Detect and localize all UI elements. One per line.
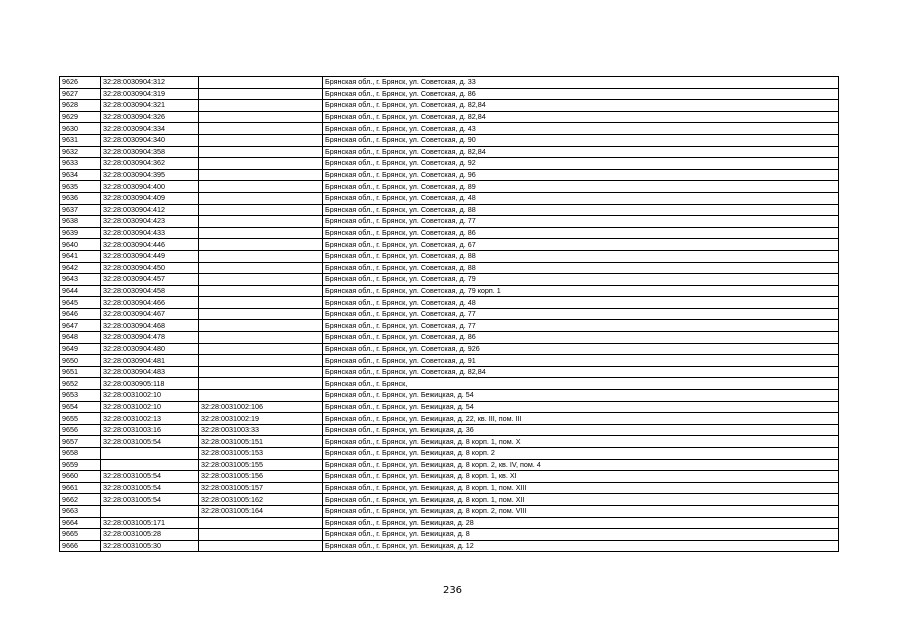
address-cell: Брянская обл., г. Брянск, ул. Советская, д. 86 [323, 88, 839, 100]
address-cell: Брянская обл., г. Брянск, ул. Советская, д. 79 [323, 274, 839, 286]
cadastral-number-2-cell [199, 111, 323, 123]
table-row [60, 100, 839, 112]
table-row [60, 227, 839, 239]
address-cell: Брянская обл., г. Брянск, ул. Советская, д. 926 [323, 343, 839, 355]
cadastral-number-2-cell [199, 320, 323, 332]
address-cell: Брянская обл., г. Брянск, ул. Бежицкая, д. 8 корп. 1, пом. XIII [323, 482, 839, 494]
cadastral-number-cell: 32:28:0030904:358 [101, 146, 199, 158]
cadastral-number-2-cell: 32:28:0031005:153 [199, 448, 323, 460]
cadastral-number-2-cell: 32:28:0031005:155 [199, 459, 323, 471]
row-number-cell: 9666 [60, 540, 101, 552]
address-cell: Брянская обл., г. Брянск, ул. Бежицкая, д. 54 [323, 401, 839, 413]
address-cell: Брянская обл., г. Брянск, ул. Бежицкая, д. 36 [323, 424, 839, 436]
row-number-cell: 9648 [60, 332, 101, 344]
table-row [60, 355, 839, 367]
table-row [60, 134, 839, 146]
cadastral-number-cell: 32:28:0030904:466 [101, 297, 199, 309]
cadastral-number-2-cell [199, 192, 323, 204]
cadastral-number-2-cell [199, 285, 323, 297]
address-cell: Брянская обл., г. Брянск, ул. Бежицкая, д. 8 корп. 2 [323, 448, 839, 460]
table-row [60, 77, 839, 89]
row-number-cell: 9663 [60, 505, 101, 517]
table-row [60, 88, 839, 100]
table-row [60, 123, 839, 135]
cadastral-number-cell: 32:28:0031002:10 [101, 401, 199, 413]
row-number-cell: 9631 [60, 134, 101, 146]
table-row [60, 413, 839, 425]
address-cell: Брянская обл., г. Брянск, ул. Бежицкая, д. 8 корп. 1, пом. XII [323, 494, 839, 506]
cadastral-number-cell: 32:28:0030904:478 [101, 332, 199, 344]
cadastral-number-2-cell [199, 308, 323, 320]
cadastral-number-2-cell: 32:28:0031005:164 [199, 505, 323, 517]
address-cell: Брянская обл., г. Брянск, ул. Советская, д. 96 [323, 169, 839, 181]
cadastral-number-2-cell: 32:28:0031002:106 [199, 401, 323, 413]
cadastral-number-2-cell [199, 262, 323, 274]
cadastral-number-2-cell [199, 123, 323, 135]
row-number-cell: 9640 [60, 239, 101, 251]
cadastral-number-2-cell [199, 297, 323, 309]
table-body [60, 77, 839, 552]
cadastral-number-2-cell [199, 250, 323, 262]
address-cell: Брянская обл., г. Брянск, ул. Советская, д. 82,84 [323, 146, 839, 158]
table-row [60, 517, 839, 529]
address-cell: Брянская обл., г. Брянск, ул. Советская, д. 86 [323, 332, 839, 344]
cadastral-number-cell: 32:28:0031005:54 [101, 482, 199, 494]
cadastral-number-2-cell [199, 529, 323, 541]
cadastral-number-cell: 32:28:0031002:10 [101, 390, 199, 402]
row-number-cell: 9650 [60, 355, 101, 367]
address-cell: Брянская обл., г. Брянск, ул. Бежицкая, д. 8 корп. 2, пом. VIII [323, 505, 839, 517]
row-number-cell: 9653 [60, 390, 101, 402]
row-number-cell: 9633 [60, 158, 101, 170]
row-number-cell: 9645 [60, 297, 101, 309]
cadastral-number-cell: 32:28:0030904:458 [101, 285, 199, 297]
row-number-cell: 9662 [60, 494, 101, 506]
address-cell: Брянская обл., г. Брянск, ул. Бежицкая, д. 12 [323, 540, 839, 552]
address-cell: Брянская обл., г. Брянск, ул. Бежицкая, д. 22, кв. III, пом. III [323, 413, 839, 425]
cadastral-number-2-cell [199, 332, 323, 344]
address-cell: Брянская обл., г. Брянск, ул. Советская, д. 88 [323, 204, 839, 216]
table-row [60, 181, 839, 193]
cadastral-number-cell [101, 505, 199, 517]
table-row [60, 459, 839, 471]
table-row [60, 146, 839, 158]
address-cell: Брянская обл., г. Брянск, ул. Советская, д. 82,84 [323, 366, 839, 378]
address-cell: Брянская обл., г. Брянск, ул. Бежицкая, д. 8 корп. 2, кв. IV, пом. 4 [323, 459, 839, 471]
table-row [60, 401, 839, 413]
table-row [60, 297, 839, 309]
table-row [60, 192, 839, 204]
table-row [60, 390, 839, 402]
table-row [60, 262, 839, 274]
cadastral-number-cell: 32:28:0030904:467 [101, 308, 199, 320]
table-row [60, 320, 839, 332]
address-cell: Брянская обл., г. Брянск, ул. Бежицкая, д. 28 [323, 517, 839, 529]
row-number-cell: 9641 [60, 250, 101, 262]
address-cell: Брянская обл., г. Брянск, ул. Советская, д. 89 [323, 181, 839, 193]
cadastral-number-2-cell [199, 517, 323, 529]
address-cell: Брянская обл., г. Брянск, ул. Советская, д. 77 [323, 320, 839, 332]
cadastral-number-cell: 32:28:0030904:457 [101, 274, 199, 286]
table-row [60, 343, 839, 355]
cadastral-number-cell: 32:28:0030904:433 [101, 227, 199, 239]
cadastral-number-2-cell: 32:28:0031005:151 [199, 436, 323, 448]
cadastral-number-cell: 32:28:0031005:54 [101, 494, 199, 506]
cadastral-number-cell: 32:28:0030904:423 [101, 216, 199, 228]
cadastral-number-cell: 32:28:0030905:118 [101, 378, 199, 390]
cadastral-number-cell: 32:28:0030904:340 [101, 134, 199, 146]
address-cell: Брянская обл., г. Брянск, ул. Советская, д. 48 [323, 297, 839, 309]
row-number-cell: 9647 [60, 320, 101, 332]
table-row [60, 169, 839, 181]
address-cell: Брянская обл., г. Брянск, ул. Советская, д. 88 [323, 262, 839, 274]
table-row [60, 332, 839, 344]
row-number-cell: 9646 [60, 308, 101, 320]
address-cell: Брянская обл., г. Брянск, ул. Советская, д. 86 [323, 227, 839, 239]
cadastral-number-2-cell: 32:28:0031005:162 [199, 494, 323, 506]
row-number-cell: 9635 [60, 181, 101, 193]
address-cell: Брянская обл., г. Брянск, ул. Советская, д. 67 [323, 239, 839, 251]
cadastral-number-cell: 32:28:0031002:13 [101, 413, 199, 425]
row-number-cell: 9637 [60, 204, 101, 216]
cadastral-number-2-cell [199, 274, 323, 286]
row-number-cell: 9654 [60, 401, 101, 413]
cadastral-number-2-cell: 32:28:0031005:157 [199, 482, 323, 494]
row-number-cell: 9665 [60, 529, 101, 541]
row-number-cell: 9651 [60, 366, 101, 378]
table-row [60, 436, 839, 448]
table-row [60, 482, 839, 494]
row-number-cell: 9644 [60, 285, 101, 297]
cadastral-number-cell: 32:28:0031005:171 [101, 517, 199, 529]
cadastral-number-2-cell [199, 216, 323, 228]
row-number-cell: 9639 [60, 227, 101, 239]
table-row [60, 494, 839, 506]
registry-table [59, 76, 839, 552]
table-row [60, 204, 839, 216]
row-number-cell: 9649 [60, 343, 101, 355]
row-number-cell: 9630 [60, 123, 101, 135]
row-number-cell: 9657 [60, 436, 101, 448]
table-row [60, 378, 839, 390]
table-row [60, 540, 839, 552]
cadastral-number-2-cell [199, 239, 323, 251]
table-row [60, 239, 839, 251]
address-cell: Брянская обл., г. Брянск, ул. Бежицкая, д. 8 корп. 1, пом. X [323, 436, 839, 448]
cadastral-number-2-cell [199, 366, 323, 378]
cadastral-number-cell: 32:28:0030904:326 [101, 111, 199, 123]
cadastral-number-cell: 32:28:0030904:334 [101, 123, 199, 135]
cadastral-number-cell: 32:28:0030904:483 [101, 366, 199, 378]
cadastral-number-cell: 32:28:0031005:30 [101, 540, 199, 552]
cadastral-number-cell: 32:28:0030904:312 [101, 77, 199, 89]
row-number-cell: 9661 [60, 482, 101, 494]
address-cell: Брянская обл., г. Брянск, ул. Советская, д. 79 корп. 1 [323, 285, 839, 297]
cadastral-number-cell: 32:28:0030904:321 [101, 100, 199, 112]
address-cell: Брянская обл., г. Брянск, ул. Советская, д. 90 [323, 134, 839, 146]
table-row [60, 111, 839, 123]
address-cell: Брянская обл., г. Брянск, ул. Советская, д. 92 [323, 158, 839, 170]
cadastral-number-2-cell [199, 355, 323, 367]
cadastral-number-cell: 32:28:0031003:16 [101, 424, 199, 436]
cadastral-number-2-cell [199, 227, 323, 239]
cadastral-number-2-cell [199, 540, 323, 552]
cadastral-number-cell: 32:28:0030904:468 [101, 320, 199, 332]
cadastral-number-cell: 32:28:0031005:54 [101, 471, 199, 483]
table-row [60, 471, 839, 483]
row-number-cell: 9655 [60, 413, 101, 425]
cadastral-number-2-cell [199, 343, 323, 355]
table-row [60, 274, 839, 286]
row-number-cell: 9659 [60, 459, 101, 471]
row-number-cell: 9643 [60, 274, 101, 286]
row-number-cell: 9652 [60, 378, 101, 390]
cadastral-number-2-cell [199, 378, 323, 390]
cadastral-number-cell: 32:28:0030904:449 [101, 250, 199, 262]
address-cell: Брянская обл., г. Брянск, ул. Советская, д. 77 [323, 216, 839, 228]
cadastral-number-cell: 32:28:0030904:446 [101, 239, 199, 251]
cadastral-number-cell: 32:28:0030904:400 [101, 181, 199, 193]
table-row [60, 448, 839, 460]
cadastral-number-2-cell [199, 169, 323, 181]
row-number-cell: 9664 [60, 517, 101, 529]
address-cell: Брянская обл., г. Брянск, ул. Советская, д. 88 [323, 250, 839, 262]
address-cell: Брянская обл., г. Брянск, ул. Советская, д. 77 [323, 308, 839, 320]
row-number-cell: 9660 [60, 471, 101, 483]
cadastral-number-2-cell [199, 158, 323, 170]
cadastral-number-cell: 32:28:0030904:319 [101, 88, 199, 100]
row-number-cell: 9658 [60, 448, 101, 460]
row-number-cell: 9632 [60, 146, 101, 158]
address-cell: Брянская обл., г. Брянск, ул. Советская, д. 82,84 [323, 111, 839, 123]
table-row [60, 285, 839, 297]
cadastral-number-2-cell: 32:28:0031002:19 [199, 413, 323, 425]
table-row [60, 216, 839, 228]
cadastral-number-cell: 32:28:0030904:395 [101, 169, 199, 181]
cadastral-number-2-cell [199, 390, 323, 402]
row-number-cell: 9627 [60, 88, 101, 100]
address-cell: Брянская обл., г. Брянск, [323, 378, 839, 390]
table-row [60, 250, 839, 262]
cadastral-number-2-cell [199, 181, 323, 193]
table-row [60, 424, 839, 436]
row-number-cell: 9629 [60, 111, 101, 123]
cadastral-number-2-cell [199, 100, 323, 112]
cadastral-number-cell: 32:28:0030904:409 [101, 192, 199, 204]
row-number-cell: 9636 [60, 192, 101, 204]
address-cell: Брянская обл., г. Брянск, ул. Бежицкая, д. 8 корп. 1, кв. XI [323, 471, 839, 483]
row-number-cell: 9638 [60, 216, 101, 228]
table-row [60, 308, 839, 320]
cadastral-number-cell: 32:28:0030904:362 [101, 158, 199, 170]
row-number-cell: 9626 [60, 77, 101, 89]
cadastral-number-2-cell: 32:28:0031005:156 [199, 471, 323, 483]
cadastral-number-cell: 32:28:0030904:481 [101, 355, 199, 367]
address-cell: Брянская обл., г. Брянск, ул. Советская, д. 43 [323, 123, 839, 135]
cadastral-number-cell: 32:28:0030904:412 [101, 204, 199, 216]
cadastral-number-cell: 32:28:0030904:450 [101, 262, 199, 274]
cadastral-number-2-cell [199, 204, 323, 216]
cadastral-number-2-cell: 32:28:0031003:33 [199, 424, 323, 436]
page-number: 236 [442, 585, 463, 596]
address-cell: Брянская обл., г. Брянск, ул. Бежицкая, д. 8 [323, 529, 839, 541]
table-row [60, 158, 839, 170]
cadastral-number-cell [101, 448, 199, 460]
address-cell: Брянская обл., г. Брянск, ул. Советская, д. 82,84 [323, 100, 839, 112]
table-row [60, 505, 839, 517]
cadastral-number-2-cell [199, 88, 323, 100]
address-cell: Брянская обл., г. Брянск, ул. Советская, д. 48 [323, 192, 839, 204]
address-cell: Брянская обл., г. Брянск, ул. Советская, д. 33 [323, 77, 839, 89]
cadastral-number-2-cell [199, 77, 323, 89]
cadastral-number-cell: 32:28:0031005:28 [101, 529, 199, 541]
address-cell: Брянская обл., г. Брянск, ул. Советская, д. 91 [323, 355, 839, 367]
table-row [60, 366, 839, 378]
cadastral-number-2-cell [199, 146, 323, 158]
address-cell: Брянская обл., г. Брянск, ул. Бежицкая, д. 54 [323, 390, 839, 402]
row-number-cell: 9656 [60, 424, 101, 436]
row-number-cell: 9634 [60, 169, 101, 181]
cadastral-number-2-cell [199, 134, 323, 146]
table-row [60, 529, 839, 541]
cadastral-number-cell [101, 459, 199, 471]
cadastral-number-cell: 32:28:0031005:54 [101, 436, 199, 448]
row-number-cell: 9628 [60, 100, 101, 112]
cadastral-number-cell: 32:28:0030904:480 [101, 343, 199, 355]
row-number-cell: 9642 [60, 262, 101, 274]
